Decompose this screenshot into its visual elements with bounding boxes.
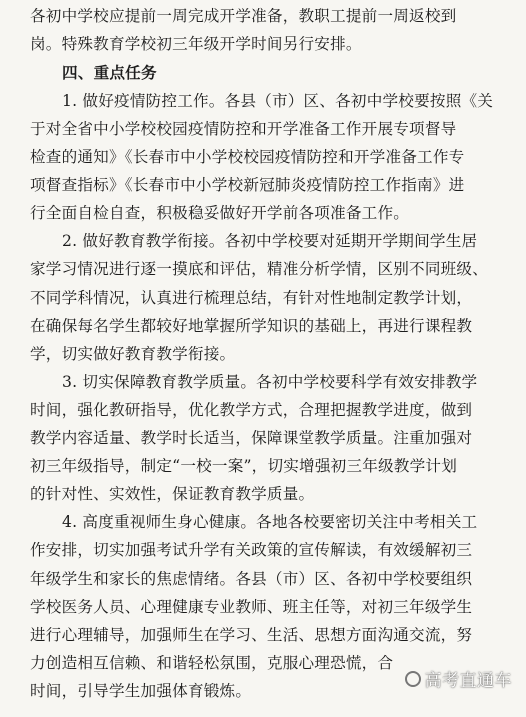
text-line: 2. 做好教育教学衔接。各初中学校要对延期开学期间学生居	[62, 232, 478, 250]
text-line: 时间，引导学生加强体育锻炼。	[30, 682, 252, 700]
text-line: 的针对性、实效性，保证教育教学质量。	[30, 485, 315, 503]
text-line: 力创造相互信赖、和谐轻松氛围，克服心理恐慌，合	[30, 654, 394, 672]
watermark-logo-icon	[405, 671, 421, 687]
text-line: 3. 切实保障教育教学质量。各初中学校要科学有效安排教学	[62, 373, 478, 391]
text-line: 时间，强化教研指导，优化教学方式，合理把握教学进度，做到	[30, 401, 473, 419]
text-line: 作安排，切实加强考试升学有关政策的宣传解读，有效缓解初三	[30, 541, 473, 559]
text-line: 于对全省中小学校校园疫情防控和开学准备工作开展专项督导	[30, 120, 457, 138]
text-line: 学，切实做好教育教学衔接。	[30, 345, 236, 363]
text-line: 学校医务人员、心理健康专业教师、班主任等，对初三年级学生	[30, 598, 473, 616]
text-line: 初三年级指导，制定“一校一案”，切实增强初三年级教学计划	[30, 457, 457, 475]
text-line: 各初中学校应提前一周完成开学准备，教职工提前一周返校到	[30, 7, 457, 25]
text-line: 检查的通知》《长春市中小学校校园疫情防控和开学准备工作专	[30, 148, 465, 166]
watermark-text: 高考直通车	[424, 671, 512, 691]
watermark	[405, 666, 513, 691]
text-line: 在确保每名学生都较好地掌握所学知识的基础上，再进行课程教	[30, 317, 473, 335]
text-line: 教学内容适量、教学时长适当，保障课堂教学质量。注重加强对	[30, 429, 473, 447]
text-line: 年级学生和家长的焦虑情绪。各县（市）区、各初中学校要组织	[30, 570, 473, 588]
text-line: 1. 做好疫情防控工作。各县（市）区、各初中学校要按照《关	[62, 92, 494, 110]
text-line: 行全面自检自查，积极稳妥做好开学前各项准备工作。	[30, 204, 410, 222]
text-line: 项督查指标》《长春市中小学校新冠肺炎疫情防控工作指南》进	[30, 176, 465, 194]
text-line: 不同学科情况，认真进行梳理总结，有针对性地制定教学计划，	[30, 289, 473, 307]
text-line: 进行心理辅导，加强师生在学习、生活、思想方面沟通交流，努	[30, 626, 473, 644]
section-heading: 四、重点任务	[62, 64, 157, 82]
text-line: 4. 高度重视师生身心健康。各地各校要密切关注中考相关工	[62, 513, 478, 531]
text-line: 家学习情况进行逐一摸底和评估，精准分析学情，区别不同班级、	[30, 260, 489, 278]
text-line: 岗。特殊教育学校初三年级开学时间另行安排。	[30, 35, 362, 53]
